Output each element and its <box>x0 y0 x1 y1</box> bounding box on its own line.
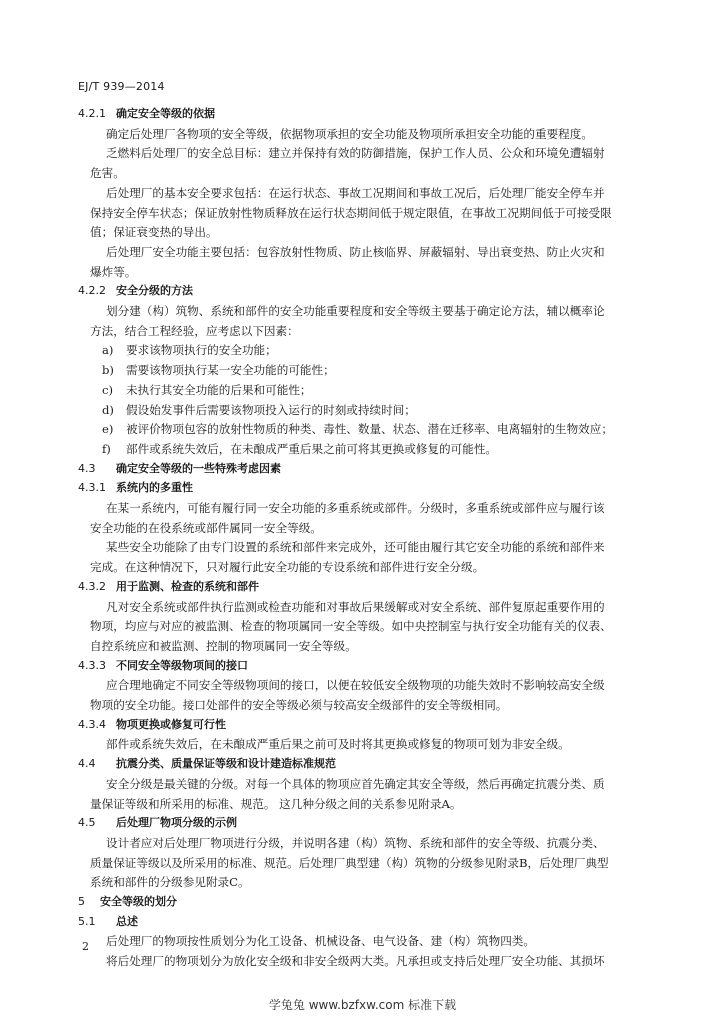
section-number: 5.1 <box>78 914 96 928</box>
section-heading <box>78 757 336 771</box>
section-title: 不同安全等级物项间的接口 <box>116 658 248 672</box>
paragraph-line: 安全分级是最关键的分级。对每一个具体的物项应首先确定其安全等级，然后再确定抗震分类、质 <box>106 776 605 791</box>
list-item-label: d) <box>102 402 114 417</box>
list-item-text: 被评价物项包容的放射性物质的种类、毒性、数量、状态、潜在迁移率、电离辐射的生物效应； <box>126 422 613 437</box>
section-title: 安全等级的划分 <box>100 895 177 908</box>
section-title: 总述 <box>116 914 138 928</box>
section-title: 后处理厂物项分级的示例 <box>116 816 237 830</box>
paragraph-continuation-line: 安全功能的在役系统或部件属同一安全等级。 <box>90 520 322 535</box>
list-item-label: f) <box>102 441 111 456</box>
paragraph-line: 在某一系统内，可能有履行同一安全功能的多重系统或部件。分级时，多重系统或部件应与履行该 <box>106 501 605 515</box>
section-number: 4.4 <box>78 757 96 771</box>
section-number: 4.3.2 <box>78 579 106 593</box>
paragraph-line: 将后处理厂的物项划分为放化安全级和非安全级两大类。凡承担或支持后处理厂安全功能、其损坏 <box>106 954 605 969</box>
paragraph-line: 乏燃料后处理厂的安全总目标：建立并保持有效的防御措施，保护工作人员、公众和环境免遭辐射 <box>106 146 605 161</box>
paragraph-line: 后处理厂的物项按性质划分为化工设备、机械设备、电气设备、建（构）筑物四类。 <box>106 934 535 949</box>
section-number: 4.3.4 <box>78 717 106 731</box>
section-heading <box>78 816 237 830</box>
list-item-text: 需要该物项执行某一安全功能的可能性； <box>126 363 335 378</box>
list-item <box>102 383 312 397</box>
section-title: 确定安全等级的依据 <box>116 107 215 120</box>
paragraph-line: 应合理地确定不同安全等级物项间的接口，以便在较低安全级物项的功能失效时不影响较高安全级 <box>106 678 605 693</box>
paragraph-continuation-line: 值；保证衰变热的导出。 <box>90 225 218 240</box>
section-title: 安全分级的方法 <box>116 284 193 298</box>
list-item <box>102 422 613 436</box>
section-number: 4.3.3 <box>78 658 106 672</box>
paragraph-line: 确定后处理厂各物项的安全等级，依据物项承担的安全功能及物项所承担安全功能的重要程度。 <box>106 126 593 141</box>
paragraph-continuation-line: 物项，均应与对应的被监测、检查的物项属同一安全等级。如中央控制室与执行安全功能有关的仪表、 <box>90 619 612 634</box>
paragraph-continuation-line: 质量保证等级以及所采用的标准、规范。后处理厂典型建（构）筑物的分级参见附录B，后处理厂典型 <box>90 855 609 870</box>
section-heading <box>78 718 226 732</box>
list-item-label: b) <box>102 363 114 378</box>
paragraph-continuation-line: 危害。 <box>90 166 125 181</box>
paragraph-line: 设计者应对后处理厂物项进行分级，并说明各建（构）筑物、系统和部件的安全等级、抗震分类、 <box>106 835 605 850</box>
paragraph-continuation-line: 完成。在这种情况下，只对履行此安全功能的专设系统和部件进行安全分级。 <box>90 560 485 575</box>
section-title: 用于监测、检查的系统和部件 <box>116 579 259 593</box>
list-item-text: 部件或系统失效后，在未酿成严重后果之前可将其更换或修复的可能性。 <box>126 441 498 456</box>
list-item <box>102 343 277 357</box>
document-code-header: EJ/T 939—2014 <box>78 80 165 93</box>
paragraph-line: 后处理厂的基本安全要求包括：在运行状态、事故工况期间和事故工况后，后处理厂能安全停车并 <box>106 185 605 200</box>
paragraph-continuation-line: 方法，结合工程经验，应考虑以下因素： <box>90 323 299 338</box>
section-heading <box>78 481 193 495</box>
paragraph-continuation-line: 物项的安全功能。接口处部件的安全等级必须与较高安全级部件的安全等级相同。 <box>90 698 508 712</box>
paragraph-line: 后处理厂安全功能主要包括：包容放射性物质、防止核临界、屏蔽辐射、导出衰变热、防止火灾和 <box>106 244 605 259</box>
section-number: 4.5 <box>78 816 96 830</box>
section-heading <box>78 659 248 673</box>
list-item-text: 未执行其安全功能的后果和可能性； <box>126 382 312 397</box>
list-item-label: a) <box>102 343 114 358</box>
section-heading <box>78 580 259 594</box>
section-heading <box>78 915 138 929</box>
section-number: 4.2.2 <box>78 284 106 298</box>
paragraph-continuation-line: 保持安全停车状态；保证放射性物质释放在运行状态期间低于规定限值，在事故工况期间低于可接受限 <box>90 205 612 220</box>
section-number: 5 <box>78 895 85 908</box>
paragraph-line: 凡对安全系统或部件执行监测或检查功能和对事故后果缓解或对安全系统、部件复原起重要作用的 <box>106 599 605 614</box>
paragraph-line: 某些安全功能除了由专门设置的系统和部件来完成外，还可能由履行其它安全功能的系统和部件来 <box>106 540 605 555</box>
section-number: 4.3.1 <box>78 481 106 495</box>
list-item <box>102 363 335 377</box>
watermark-footer: 学兔兔 www.bzfxw.com 标准下载 <box>268 998 457 1012</box>
section-title: 系统内的多重性 <box>116 481 193 495</box>
section-title: 物项更换或修复可行性 <box>116 717 226 731</box>
section-title: 抗震分类、质量保证等级和设计建造标准规范 <box>116 757 336 771</box>
section-title: 确定安全等级的一些特殊考虑因素 <box>116 461 281 475</box>
section-heading <box>78 895 177 909</box>
list-item-text: 假设始发事件后需要该物项投入运行的时刻或持续时间； <box>126 402 416 417</box>
paragraph-continuation-line: 爆炸等。 <box>90 264 137 279</box>
section-number: 4.3 <box>78 461 96 475</box>
list-item-label: c) <box>102 382 114 397</box>
list-item <box>102 442 497 456</box>
section-heading <box>78 284 193 298</box>
paragraph-continuation-line: 量保证等级和所采用的标准、规范。 这几种分级之间的关系参见附录A。 <box>90 796 462 811</box>
list-item-text: 要求该物项执行的安全功能； <box>126 343 277 358</box>
section-heading <box>78 107 215 121</box>
list-item <box>102 403 416 417</box>
paragraph-line: 部件或系统失效后，在未酿成严重后果之前可及时将其更换或修复的物项可划为非安全级。 <box>106 737 570 752</box>
page-number: 2 <box>82 940 89 953</box>
section-number: 4.2.1 <box>78 107 106 120</box>
paragraph-line: 划分建（构）筑物、系统和部件的安全功能重要程度和安全等级主要基于确定论方法，辅以概率论 <box>106 304 605 318</box>
section-heading <box>78 462 281 476</box>
paragraph-continuation-line: 自控系统应和被监测、控制的物项属同一安全等级。 <box>90 638 357 653</box>
list-item-label: e) <box>102 422 114 437</box>
paragraph-continuation-line: 系统和部件的分级参见附录C。 <box>90 875 250 890</box>
